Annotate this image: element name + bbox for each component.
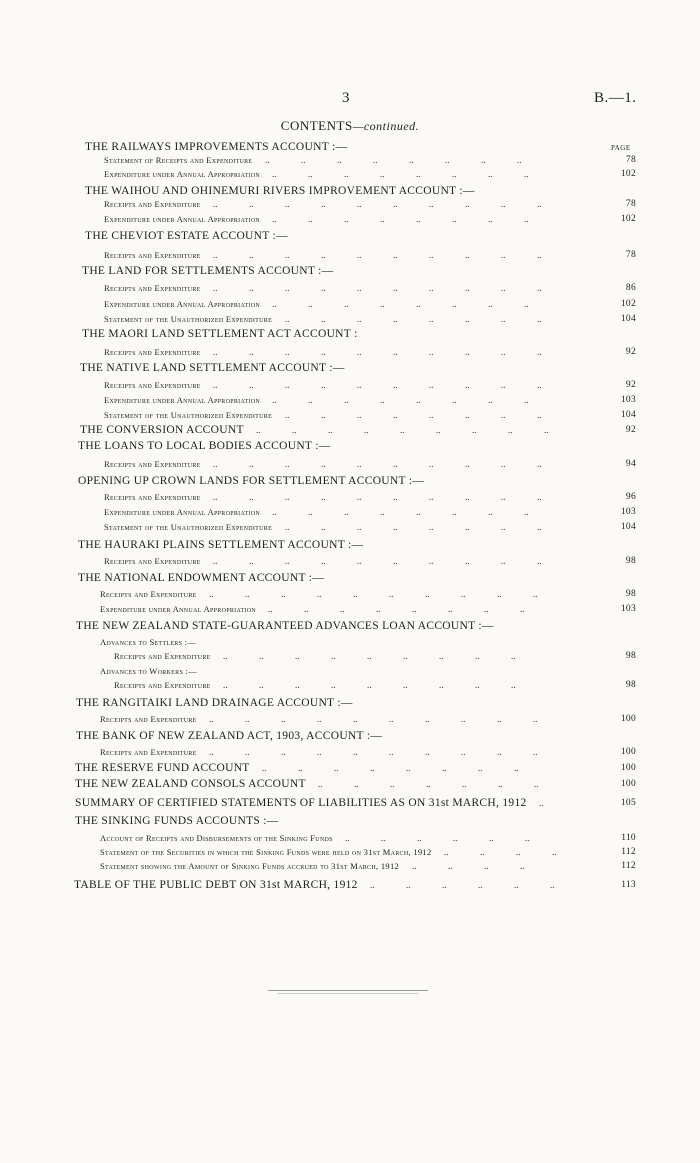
toc-page-number: 96 — [625, 492, 636, 502]
leader-dots: .. .. .. .. .. .. .. .. — [272, 395, 560, 405]
toc-label: Statement of the Unauthorized Expenditure — [104, 410, 273, 420]
toc-label: Expenditure under Annual Appropriation — [100, 604, 256, 614]
leader-dots: .. — [539, 798, 575, 808]
leader-dots: .. .. .. .. .. .. .. .. .. .. — [213, 347, 573, 357]
leader-dots: .. .. .. .. — [444, 847, 588, 857]
toc-section-heading — [80, 423, 636, 437]
toc-section-heading — [78, 474, 636, 488]
toc-page-number: 100 — [620, 763, 636, 773]
toc-section-heading — [76, 619, 636, 633]
toc-label: Receipts and Expenditure — [104, 283, 201, 293]
toc-label: THE NEW ZEALAND CONSOLS ACCOUNT — [75, 778, 306, 790]
toc-label: Expenditure under Annual Appropriation — [104, 214, 260, 224]
toc-page-number: 92 — [625, 425, 636, 435]
toc-label: Statement of the Securities in which the Sinking Funds were held on 31st March, 1912 — [100, 847, 432, 857]
toc-label: Statement of Receipts and Expenditure — [104, 155, 253, 165]
toc-section-heading — [78, 439, 636, 453]
toc-entry — [104, 554, 636, 568]
toc-label: Expenditure under Annual Appropriation — [104, 169, 260, 179]
toc-entry — [104, 520, 636, 534]
toc-entry — [100, 845, 636, 859]
toc-label: Receipts and Expenditure — [104, 459, 201, 469]
toc-page-number: 98 — [625, 651, 636, 661]
leader-dots: .. .. .. .. .. .. .. .. .. .. — [213, 199, 573, 209]
toc-section-heading — [75, 814, 636, 828]
toc-section-heading — [76, 729, 636, 743]
page-number: 3 — [342, 90, 350, 106]
toc-label: THE BANK OF NEW ZEALAND ACT, 1903, ACCOUNT :— — [76, 730, 383, 742]
leader-dots: .. .. .. .. .. .. — [370, 880, 586, 890]
toc-entry — [100, 831, 636, 845]
toc-page-number: 100 — [620, 779, 636, 789]
toc-label: THE CONVERSION ACCOUNT — [80, 424, 244, 436]
toc-page-number: 105 — [620, 798, 636, 808]
leader-dots: .. .. .. .. .. .. — [345, 833, 561, 843]
toc-entry — [104, 197, 636, 211]
leader-dots: .. .. .. .. .. .. .. .. — [272, 507, 560, 517]
leader-dots: .. .. .. .. .. .. .. .. — [268, 604, 556, 614]
leader-dots: .. .. .. .. .. .. .. .. .. .. — [213, 492, 573, 502]
toc-page-number: 94 — [625, 459, 636, 469]
toc-label: Receipts and Expenditure — [104, 556, 201, 566]
toc-entry — [100, 587, 636, 601]
leader-dots: .. .. .. .. .. .. .. .. .. .. — [213, 556, 573, 566]
toc-label: THE LOANS TO LOCAL BODIES ACCOUNT :— — [78, 440, 331, 452]
toc-page-number: 113 — [621, 880, 636, 890]
toc-page-number: 100 — [620, 714, 636, 724]
toc-section-heading — [85, 184, 636, 198]
toc-page-number: 104 — [620, 410, 636, 420]
toc-section-heading — [80, 361, 636, 375]
toc-entry — [104, 505, 636, 519]
toc-page-number: 103 — [620, 604, 636, 614]
toc-label: Advances to Settlers :— — [100, 637, 197, 647]
toc-label: Expenditure under Annual Appropriation — [104, 395, 260, 405]
toc-page-number: 98 — [625, 680, 636, 690]
toc-label: THE CHEVIOT ESTATE ACCOUNT :— — [85, 230, 288, 242]
leader-dots: .. .. .. .. .. .. .. .. — [285, 410, 573, 420]
toc-page-number: 110 — [621, 833, 636, 843]
toc-page-number: 103 — [620, 507, 636, 517]
toc-page-number: 78 — [625, 155, 636, 165]
toc-label: Account of Receipts and Disbursements of the Sinking Funds — [100, 833, 333, 843]
toc-page-number: 92 — [625, 347, 636, 357]
toc-entry — [100, 859, 636, 873]
leader-dots: .. .. .. .. .. .. .. .. — [265, 155, 553, 165]
leader-dots: .. .. .. .. — [412, 861, 556, 871]
toc-page-number: 112 — [621, 861, 636, 871]
toc-label: SUMMARY OF CERTIFIED STATEMENTS OF LIABILITIES AS ON 31st MARCH, 1912 — [75, 797, 527, 809]
toc-page-number: 112 — [621, 847, 636, 857]
toc-label: THE NEW ZEALAND STATE-GUARANTEED ADVANCES LOAN ACCOUNT :— — [76, 620, 494, 632]
toc-page-number: 98 — [625, 556, 636, 566]
toc-section-heading — [74, 878, 636, 892]
toc-entry — [104, 297, 636, 311]
toc-label: THE HAURAKI PLAINS SETTLEMENT ACCOUNT :— — [78, 539, 364, 551]
toc-label: THE WAIHOU AND OHINEMURI RIVERS IMPROVEMENT ACCOUNT :— — [85, 185, 475, 197]
toc-label: Receipts and Expenditure — [104, 492, 201, 502]
toc-section-heading — [85, 229, 636, 243]
leader-dots: .. .. .. .. .. .. .. — [318, 779, 570, 789]
toc-label: Receipts and Expenditure — [104, 380, 201, 390]
toc-page-number: 92 — [625, 380, 636, 390]
toc-label: THE NATIONAL ENDOWMENT ACCOUNT :— — [78, 572, 325, 584]
toc-page-number: 104 — [620, 314, 636, 324]
toc-label: THE MAORI LAND SETTLEMENT ACT ACCOUNT : — [82, 328, 358, 340]
toc-entry — [104, 345, 636, 359]
leader-dots: .. .. .. .. .. .. .. .. .. — [256, 425, 580, 435]
toc-entry — [104, 457, 636, 471]
toc-label: Receipts and Expenditure — [114, 651, 211, 661]
leader-dots: .. .. .. .. .. .. .. .. — [272, 299, 560, 309]
toc-entry — [114, 649, 636, 663]
toc-entry — [100, 745, 636, 759]
toc-entry — [104, 378, 636, 392]
toc-page-number: 102 — [620, 214, 636, 224]
toc-label: Advances to Workers :— — [100, 666, 197, 676]
toc-page-number: 103 — [620, 395, 636, 405]
leader-dots: .. .. .. .. .. .. .. .. — [272, 169, 560, 179]
toc-section-heading — [75, 761, 636, 775]
toc-section-heading — [75, 796, 636, 810]
toc-label: THE SINKING FUNDS ACCOUNTS :— — [75, 815, 279, 827]
toc-section-heading — [85, 140, 636, 154]
toc-label: THE RANGITAIKI LAND DRAINAGE ACCOUNT :— — [76, 697, 353, 709]
leader-dots: .. .. .. .. .. .. .. .. .. .. — [213, 283, 573, 293]
toc-entry — [114, 678, 636, 692]
contents-heading: CONTENTS — [280, 118, 353, 133]
leader-dots: .. .. .. .. .. .. .. .. .. .. — [209, 747, 569, 757]
toc-entry — [104, 167, 636, 181]
toc-section-heading — [78, 538, 636, 552]
toc-entry — [104, 281, 636, 295]
toc-section-heading — [82, 264, 636, 278]
leader-dots: .. .. .. .. .. .. .. .. — [272, 214, 560, 224]
toc-label: Receipts and Expenditure — [104, 347, 201, 357]
toc-page-number: 102 — [620, 299, 636, 309]
page-column-label: PAGE — [611, 144, 631, 152]
closing-rule — [268, 990, 428, 996]
contents-title — [0, 118, 700, 134]
toc-page-number: 100 — [620, 747, 636, 757]
leader-dots: .. .. .. .. .. .. .. .. .. .. — [213, 380, 573, 390]
toc-label: OPENING UP CROWN LANDS FOR SETTLEMENT ACCOUNT :— — [78, 475, 425, 487]
toc-label: TABLE OF THE PUBLIC DEBT ON 31st MARCH, 1912 — [74, 879, 358, 891]
toc-label: Expenditure under Annual Appropriation — [104, 299, 260, 309]
leader-dots: .. .. .. .. .. .. .. .. .. .. — [209, 589, 569, 599]
leader-dots: .. .. .. .. .. .. .. .. .. .. — [213, 459, 573, 469]
leader-dots: .. .. .. .. .. .. .. .. .. — [223, 651, 547, 661]
toc-entry — [100, 635, 636, 649]
toc-label: THE LAND FOR SETTLEMENTS ACCOUNT :— — [82, 265, 334, 277]
toc-label: Statement of the Unauthorized Expenditure — [104, 522, 273, 532]
toc-entry — [100, 712, 636, 726]
toc-label: THE RAILWAYS IMPROVEMENTS ACCOUNT :— — [85, 141, 348, 153]
toc-label: Receipts and Expenditure — [104, 199, 201, 209]
toc-section-heading — [76, 696, 636, 710]
toc-entry — [104, 248, 636, 262]
toc-section-heading — [82, 327, 636, 341]
toc-entry — [104, 153, 636, 167]
toc-label: Receipts and Expenditure — [100, 747, 197, 757]
toc-entry — [100, 664, 636, 678]
toc-entry — [100, 602, 636, 616]
toc-label: Receipts and Expenditure — [100, 589, 197, 599]
toc-page-number: 102 — [620, 169, 636, 179]
contents-continued: —continued. — [352, 119, 420, 133]
toc-page-number: 78 — [625, 199, 636, 209]
toc-label: Receipts and Expenditure — [100, 714, 197, 724]
toc-page-number: 98 — [625, 589, 636, 599]
leader-dots: .. .. .. .. .. .. .. .. — [285, 522, 573, 532]
toc-section-heading — [75, 777, 636, 791]
toc-page-number: 104 — [620, 522, 636, 532]
leader-dots: .. .. .. .. .. .. .. .. — [262, 763, 550, 773]
toc-entry — [104, 212, 636, 226]
toc-label: THE RESERVE FUND ACCOUNT — [75, 762, 250, 774]
toc-section-heading — [78, 571, 636, 585]
toc-label: THE NATIVE LAND SETTLEMENT ACCOUNT :— — [80, 362, 345, 374]
toc-entry — [104, 408, 636, 422]
leader-dots: .. .. .. .. .. .. .. .. .. .. — [209, 714, 569, 724]
leader-dots: .. .. .. .. .. .. .. .. .. — [223, 680, 547, 690]
leader-dots: .. .. .. .. .. .. .. .. .. .. — [213, 250, 573, 260]
toc-label: Expenditure under Annual Appropriation — [104, 507, 260, 517]
toc-label: Statement showing the Amount of Sinking Funds accrued to 31st March, 1912 — [100, 861, 400, 871]
toc-label: Receipts and Expenditure — [104, 250, 201, 260]
toc-page-number: 78 — [625, 250, 636, 260]
leader-dots: .. .. .. .. .. .. .. .. — [285, 314, 573, 324]
document-reference: B.—1. — [594, 90, 637, 106]
toc-label: Receipts and Expenditure — [114, 680, 211, 690]
toc-entry — [104, 393, 636, 407]
toc-entry — [104, 312, 636, 326]
toc-label: Statement of the Unauthorized Expenditure — [104, 314, 273, 324]
toc-page-number: 86 — [625, 283, 636, 293]
toc-entry — [104, 490, 636, 504]
